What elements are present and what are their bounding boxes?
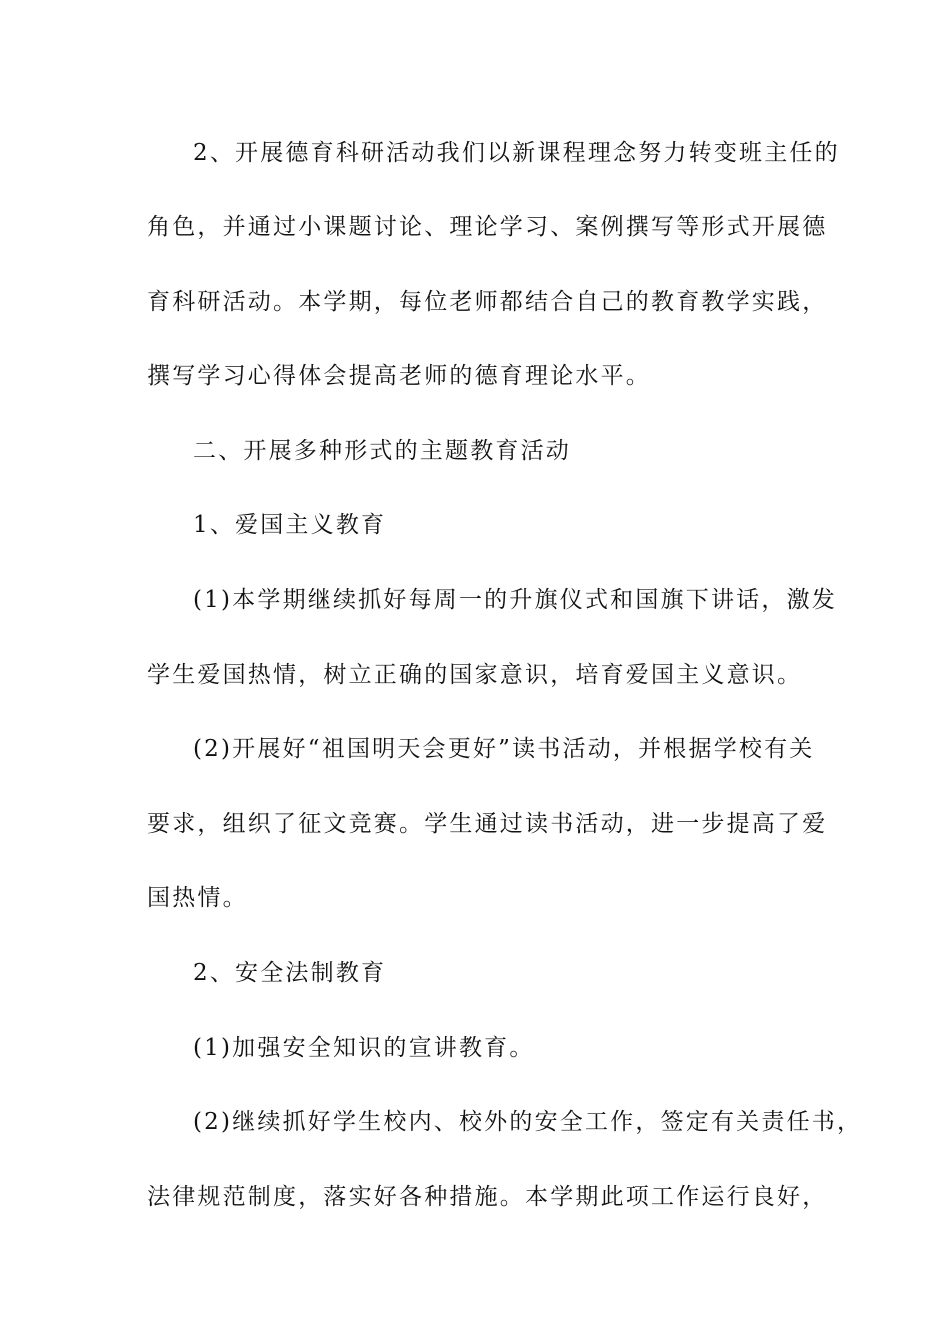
subsection-heading: 1、爱国主义教育: [193, 512, 387, 538]
paragraph-line: 2、开展德育科研活动我们以新课程理念努力转变班主任的: [193, 140, 840, 166]
paragraph-line: (2)继续抓好学生校内、校外的安全工作，签定有关责任书，: [193, 1109, 863, 1135]
paragraph-line: 国热情。: [147, 885, 248, 911]
paragraph-line: 法律规范制度，落实好各种措施。本学期此项工作运行良好，: [147, 1184, 828, 1210]
subsection-heading: 2、安全法制教育: [193, 960, 387, 986]
paragraph-line: 要求，组织了征文竞赛。学生通过读书活动，进一步提高了爱: [147, 811, 828, 837]
paragraph-line: 学生爱国热情，树立正确的国家意识，培育爱国主义意识。: [147, 662, 803, 688]
paragraph-line: (1)加强安全知识的宣讲教育。: [193, 1035, 535, 1061]
paragraph-line: (2)开展好“祖国明天会更好”读书活动，并根据学校有关: [193, 736, 815, 762]
paragraph-line: (1)本学期继续抓好每周一的升旗仪式和国旗下讲话，激发: [193, 587, 837, 613]
paragraph-line: 育科研活动。本学期，每位老师都结合自己的教育教学实践，: [147, 289, 828, 315]
paragraph-line: 撰写学习心得体会提高老师的德育理论水平。: [147, 363, 651, 389]
section-heading: 二、开展多种形式的主题教育活动: [193, 438, 571, 464]
paragraph-line: 角色，并通过小课题讨论、理论学习、案例撰写等形式开展德: [147, 214, 828, 240]
